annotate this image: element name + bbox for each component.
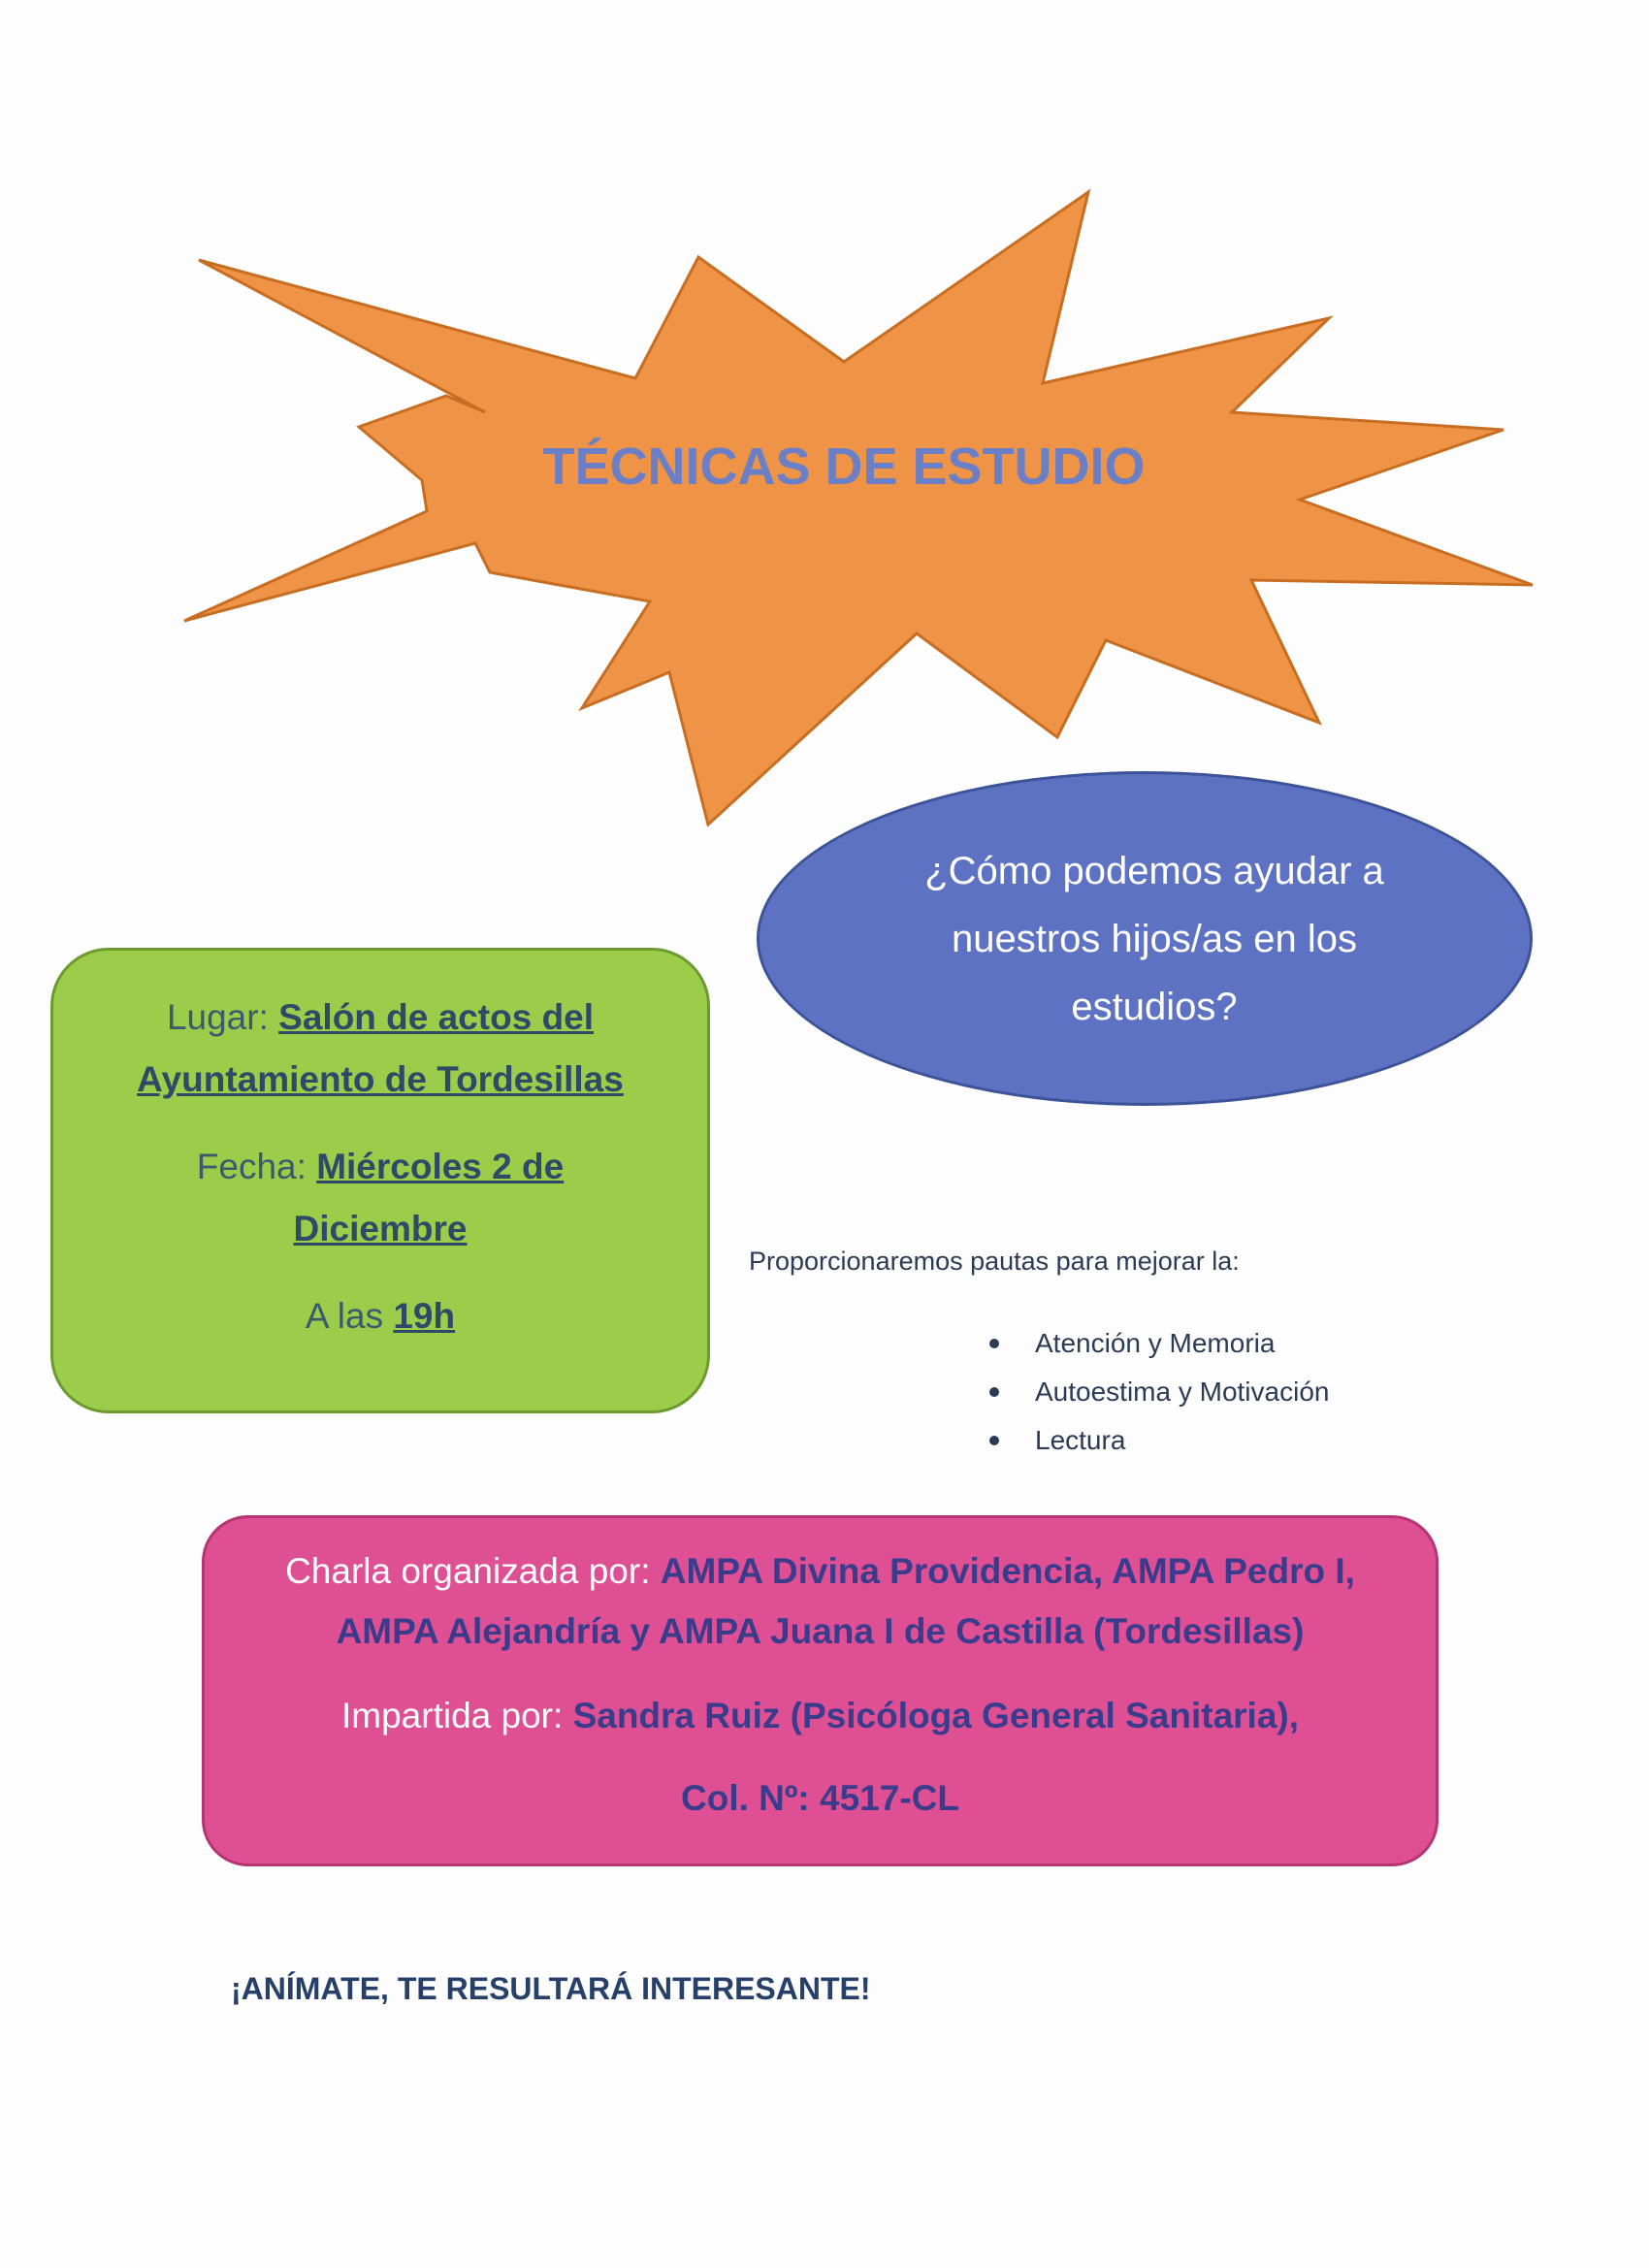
question-ellipse (757, 771, 1533, 1106)
question-text: ¿Cómo podemos ayudar a nuestros hijos/as en los estudios? (924, 849, 1384, 1028)
fecha-line-2 (53, 1209, 707, 1249)
bullet-icon (989, 1339, 999, 1348)
flyer-title: TÉCNICAS DE ESTUDIO (542, 437, 1146, 496)
bullet-icon (989, 1436, 999, 1445)
list-item (989, 1416, 1329, 1465)
list-item-text: Lectura (1035, 1425, 1126, 1455)
credits-box (202, 1515, 1439, 1866)
pautas-intro: Proporcionaremos pautas para mejorar la: (749, 1247, 1240, 1276)
colegiado-number: Col. Nº: 4517-CL (681, 1778, 959, 1818)
organizada-line (205, 1551, 1436, 1592)
list-item (989, 1368, 1329, 1416)
organizada-value-line2: AMPA Alejandría y AMPA Juana I de Castilla (Tordesillas) (336, 1611, 1305, 1651)
pautas-list (989, 1319, 1329, 1465)
fecha-line (53, 1147, 707, 1187)
list-item-text: Atención y Memoria (1035, 1328, 1276, 1358)
lugar-value-line2: Ayuntamiento de Tordesillas (137, 1059, 624, 1099)
list-item-text: Autoestima y Motivación (1035, 1377, 1330, 1407)
lugar-line (53, 997, 707, 1038)
event-details-box (50, 948, 710, 1413)
footer-slogan: ¡ANÍMATE, TE RESULTARÁ INTERESANTE! (231, 1971, 871, 2006)
lugar-label: Lugar: (166, 997, 269, 1037)
hora-value: 19h (393, 1296, 456, 1336)
organizada-value-line1: AMPA Divina Providencia, AMPA Pedro I, (660, 1551, 1355, 1591)
hora-line (53, 1296, 707, 1337)
list-item (989, 1319, 1329, 1368)
hora-label: A las (305, 1296, 384, 1336)
fecha-value-line1: Miércoles 2 de (316, 1147, 565, 1186)
impartida-label: Impartida por: (341, 1696, 564, 1735)
organizada-label: Charla organizada por: (285, 1551, 651, 1591)
organizada-line-2 (205, 1611, 1436, 1652)
lugar-value-line1: Salón de actos del (278, 997, 595, 1037)
impartida-value: Sandra Ruiz (Psicóloga General Sanitaria), (572, 1696, 1299, 1735)
bullet-icon (989, 1387, 999, 1397)
lugar-line-2 (53, 1059, 707, 1100)
colegiado-line (205, 1778, 1436, 1819)
fecha-value-line2: Diciembre (293, 1209, 468, 1248)
fecha-label: Fecha: (196, 1147, 307, 1186)
impartida-line (205, 1696, 1436, 1736)
